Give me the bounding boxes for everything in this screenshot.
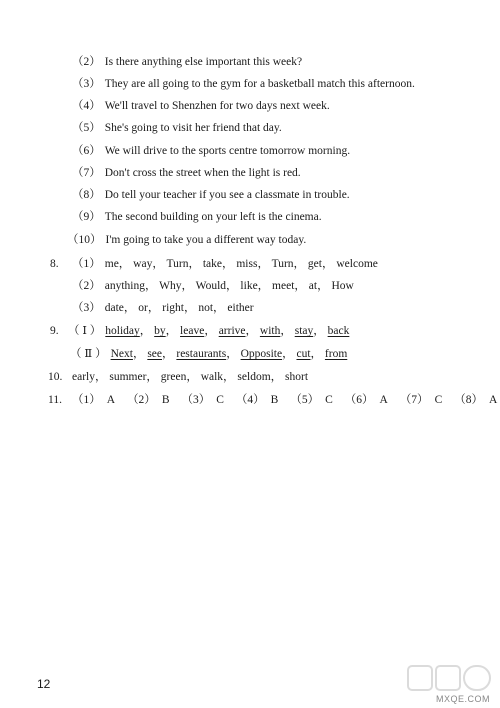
- q9-part-2-word: from: [324, 348, 348, 360]
- q11-answers: [72, 394, 500, 406]
- separator: ，: [139, 325, 155, 337]
- answer-item: [127, 393, 169, 407]
- separator: ，: [280, 325, 295, 337]
- answer-label: （4）: [235, 394, 265, 406]
- q10-line: 10. early， summer， green， walk， seldom， short: [48, 371, 309, 383]
- q8-item-2: （2） anything， Why， Would， like， meet， at， How: [72, 280, 354, 292]
- answer-value: B: [270, 394, 279, 406]
- q11-number: 11.: [48, 394, 62, 406]
- q11-line: [48, 393, 500, 407]
- q9-part-2: （ Ⅱ ） Next， see， restaurants， Opposite， cut， from: [70, 348, 348, 360]
- q9-part-1: 9. （ Ⅰ ） holiday， by， leave， arrive， with， stay， back: [50, 325, 350, 337]
- q9-part-2-word: Opposite: [240, 348, 283, 360]
- q7-item-10: （10） I'm going to take you a different way today.: [67, 234, 307, 246]
- q9-part-2-words: [111, 348, 348, 360]
- answer-item: [345, 393, 388, 407]
- q9-part-1-word: holiday: [105, 325, 140, 337]
- answer-value: B: [161, 394, 170, 406]
- answer-value: A: [488, 394, 498, 406]
- q7-item-6: （6） We will drive to the sports centre tomorrow morning.: [72, 145, 351, 157]
- q7-item-7: （7） Don't cross the street when the light is red.: [72, 167, 301, 179]
- answer-label: （5）: [290, 394, 320, 406]
- q9-part-1-word: leave: [180, 325, 205, 337]
- answer-label: （8）: [454, 394, 483, 406]
- q9-part-2-word: cut: [296, 348, 311, 360]
- answer-label: （7）: [399, 394, 429, 406]
- watermark-text: MXQE.COM: [435, 694, 490, 704]
- q9-part-1-word: by: [154, 325, 166, 337]
- q10-number: 10.: [48, 371, 63, 383]
- q9-part-1-words: [105, 325, 349, 337]
- q7-item-5: （5） She's going to visit her friend that day.: [72, 122, 282, 134]
- answer-item: [72, 393, 115, 407]
- answer-label: （2）: [127, 394, 156, 406]
- answer-item: [400, 393, 442, 407]
- answer-label: （6）: [344, 394, 374, 406]
- answer-item: [236, 393, 278, 407]
- q9-part-2-word: restaurants: [176, 348, 227, 360]
- q9-part-1-word: arrive: [218, 325, 246, 337]
- answer-value: C: [216, 394, 224, 406]
- q7-item-4: （4） We'll travel to Shenzhen for two days next week.: [72, 100, 330, 112]
- separator: ，: [162, 348, 177, 360]
- q9-part-2-word: see: [147, 348, 162, 360]
- separator: ，: [245, 325, 260, 337]
- separator: ，: [226, 348, 241, 360]
- answer-value: A: [106, 394, 116, 406]
- q8-item-1: 8. （1） me， way， Turn， take， miss， Turn， get， welcome: [50, 258, 378, 270]
- separator: ，: [132, 348, 148, 360]
- q9-part-1-word: with: [259, 325, 281, 337]
- answer-value: C: [434, 394, 443, 406]
- q7-item-8: （8） Do tell your teacher if you see a classmate in trouble.: [72, 189, 350, 201]
- q7-item-2: （2） Is there anything else important this week?: [72, 56, 303, 68]
- q8-item-3: （3） date， or， right， not， either: [72, 302, 254, 314]
- separator: ，: [313, 325, 328, 337]
- answer-value: C: [325, 394, 333, 406]
- separator: ，: [165, 325, 181, 337]
- answer-item: [290, 393, 332, 407]
- q9-part-1-word: back: [327, 325, 350, 337]
- page-number: 12: [37, 677, 51, 691]
- q8-number: 8.: [50, 258, 59, 270]
- separator: ，: [310, 348, 325, 360]
- q9-part-2-word: Next: [110, 348, 133, 360]
- answer-value: A: [379, 394, 388, 406]
- q7-item-9: （9） The second building on your left is the cinema.: [72, 211, 322, 223]
- separator: ，: [204, 325, 219, 337]
- separator: ，: [282, 348, 297, 360]
- answer-item: [181, 393, 223, 407]
- q7-item-3: （3） They are all going to the gym for a basketball match this afternoon.: [72, 78, 415, 90]
- q9-number: 9.: [50, 325, 59, 337]
- answer-label: （3）: [181, 394, 211, 406]
- answer-item: [454, 393, 497, 407]
- q9-part-1-word: stay: [294, 325, 314, 337]
- answer-label: （1）: [72, 394, 101, 406]
